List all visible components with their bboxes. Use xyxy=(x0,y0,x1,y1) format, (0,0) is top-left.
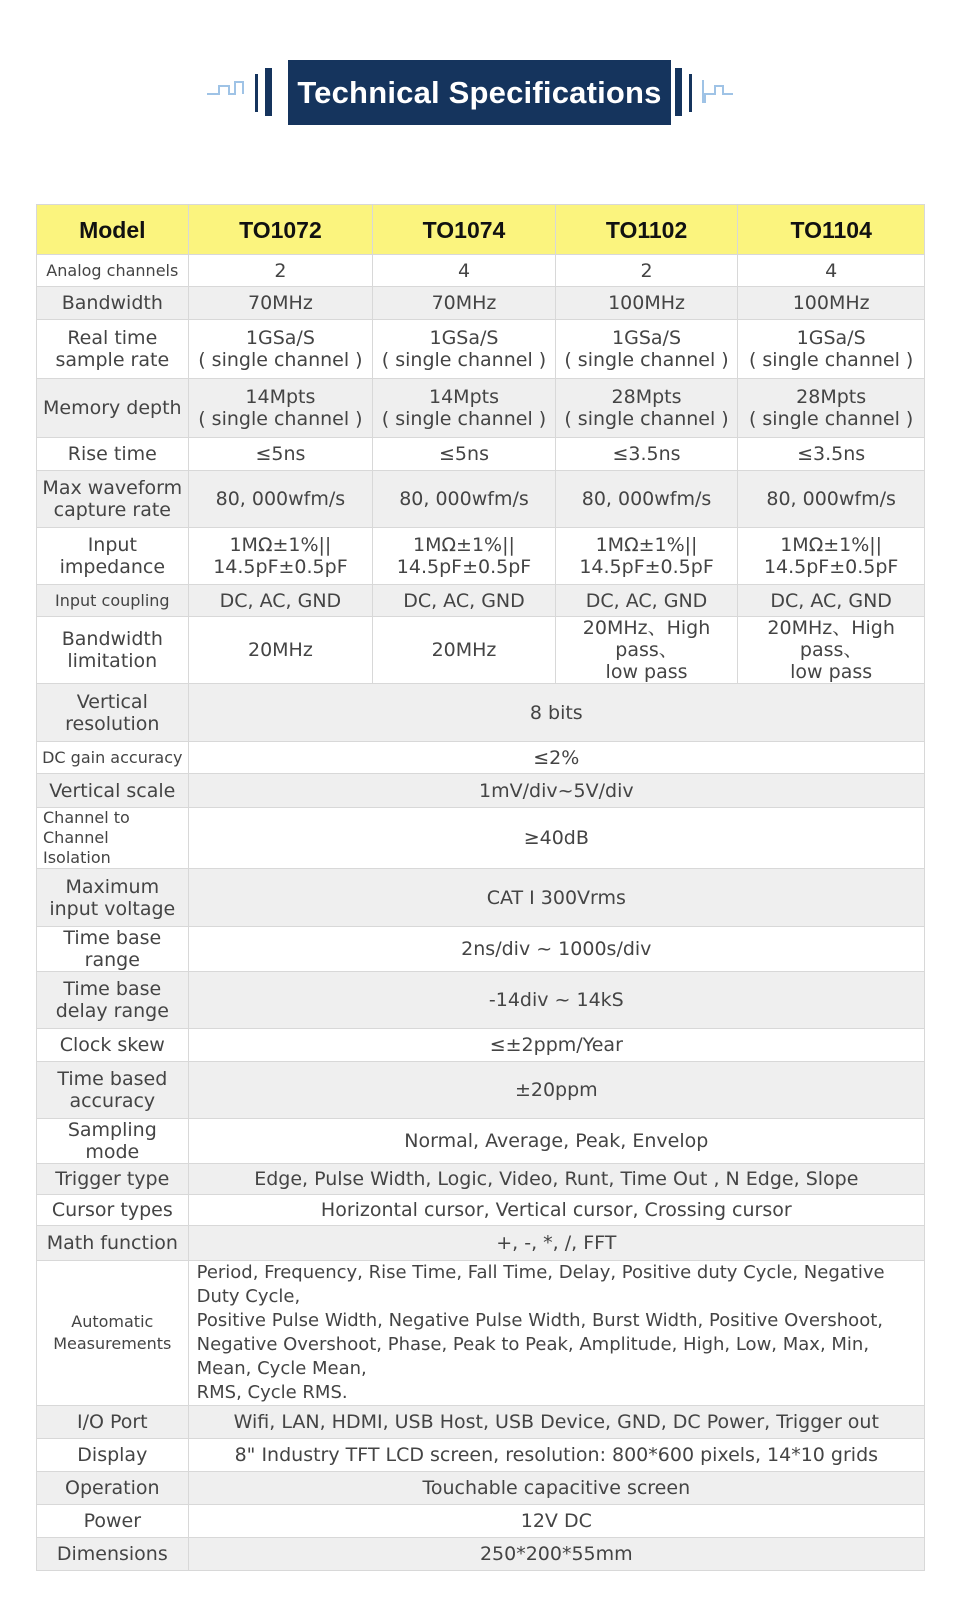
row-label: Clock skew xyxy=(37,1029,189,1062)
table-cell: ≤2% xyxy=(188,742,924,774)
table-row xyxy=(37,774,925,808)
table-cell: 14Mpts ( single channel ) xyxy=(188,379,373,438)
table-cell: Touchable capacitive screen xyxy=(188,1472,924,1505)
table-row xyxy=(37,617,925,684)
table-header-row xyxy=(37,205,925,255)
table-row xyxy=(37,927,925,972)
table-row xyxy=(37,972,925,1029)
row-label: Time base delay range xyxy=(37,972,189,1029)
table-cell: 2 xyxy=(188,255,373,287)
table-cell: 14Mpts ( single channel ) xyxy=(373,379,556,438)
row-label: Display xyxy=(37,1439,189,1472)
table-cell: 20MHz、High pass、 low pass xyxy=(738,617,925,684)
table-cell: Period, Frequency, Rise Time, Fall Time, Delay, Positive duty Cycle, Negative Duty Cycle, Positive Pulse Width, Negative Pulse Width, Burst Width, Positive Overshoot, Negative Overshoot, Phase, Peak to Peak, Amplitude, High, Low, Max, Min, Mean, Cycle Mean, RMS, Cycle RMS. xyxy=(188,1261,924,1406)
table-cell: 1MΩ±1%|| 14.5pF±0.5pF xyxy=(373,528,556,585)
table-cell: 12V DC xyxy=(188,1505,924,1538)
table-row xyxy=(37,1062,925,1119)
table-row xyxy=(37,1226,925,1261)
table-cell: DC, AC, GND xyxy=(738,585,925,617)
row-label: Automatic Measurements xyxy=(37,1261,189,1406)
table-row xyxy=(37,1195,925,1226)
table-row xyxy=(37,1164,925,1195)
table-row xyxy=(37,1406,925,1439)
row-label: Vertical resolution xyxy=(37,684,189,742)
column-header: TO1074 xyxy=(373,205,556,255)
table-row xyxy=(37,528,925,585)
table-cell: Horizontal cursor, Vertical cursor, Crossing cursor xyxy=(188,1195,924,1226)
table-cell: ≤3.5ns xyxy=(555,438,738,471)
table-cell: 28Mpts ( single channel ) xyxy=(738,379,925,438)
table-cell: ≤5ns xyxy=(188,438,373,471)
table-cell: Edge, Pulse Width, Logic, Video, Runt, Time Out , N Edge, Slope xyxy=(188,1164,924,1195)
row-label: Bandwidth xyxy=(37,287,189,320)
table-row xyxy=(37,255,925,287)
table-cell: Normal, Average, Peak, Envelop xyxy=(188,1119,924,1164)
row-label: I/O Port xyxy=(37,1406,189,1439)
table-cell: 8 bits xyxy=(188,684,924,742)
table-row xyxy=(37,684,925,742)
table-cell: CAT I 300Vrms xyxy=(188,869,924,927)
table-row xyxy=(37,1261,925,1406)
table-cell: Wifi, LAN, HDMI, USB Host, USB Device, GND, DC Power, Trigger out xyxy=(188,1406,924,1439)
table-cell: DC, AC, GND xyxy=(373,585,556,617)
table-cell: DC, AC, GND xyxy=(188,585,373,617)
row-label: Channel to Channel Isolation xyxy=(37,808,189,869)
table-row xyxy=(37,287,925,320)
table-cell: 100MHz xyxy=(555,287,738,320)
row-label: Input coupling xyxy=(37,585,189,617)
row-label: Dimensions xyxy=(37,1538,189,1571)
row-label: Sampling mode xyxy=(37,1119,189,1164)
table-cell: 100MHz xyxy=(738,287,925,320)
table-cell: 80, 000wfm/s xyxy=(738,471,925,528)
table-row xyxy=(37,1119,925,1164)
table-cell: 1GSa/S ( single channel ) xyxy=(555,320,738,379)
table-row xyxy=(37,742,925,774)
table-cell: 80, 000wfm/s xyxy=(188,471,373,528)
row-label: Cursor types xyxy=(37,1195,189,1226)
row-label: Input impedance xyxy=(37,528,189,585)
right-decoration-icon xyxy=(675,66,795,118)
page-header xyxy=(0,0,960,150)
row-label: Bandwidth limitation xyxy=(37,617,189,684)
column-header: Model xyxy=(37,205,189,255)
table-cell: ±20ppm xyxy=(188,1062,924,1119)
row-label: DC gain accuracy xyxy=(37,742,189,774)
table-cell: 80, 000wfm/s xyxy=(373,471,556,528)
table-row xyxy=(37,438,925,471)
row-label: Maximum input voltage xyxy=(37,869,189,927)
table-cell: 1mV/div~5V/div xyxy=(188,774,924,808)
table-row xyxy=(37,1439,925,1472)
table-row xyxy=(37,1505,925,1538)
table-cell: 250*200*55mm xyxy=(188,1538,924,1571)
table-row xyxy=(37,1029,925,1062)
row-label: Time base range xyxy=(37,927,189,972)
table-row xyxy=(37,869,925,927)
table-row xyxy=(37,1538,925,1571)
table-row xyxy=(37,585,925,617)
table-cell: -14div ~ 14kS xyxy=(188,972,924,1029)
page-title: Technical Specifications xyxy=(288,60,671,125)
table-row xyxy=(37,471,925,528)
table-cell: 4 xyxy=(373,255,556,287)
table-cell: DC, AC, GND xyxy=(555,585,738,617)
table-cell: 1MΩ±1%|| 14.5pF±0.5pF xyxy=(188,528,373,585)
table-cell: 70MHz xyxy=(188,287,373,320)
row-label: Operation xyxy=(37,1472,189,1505)
table-cell: 1MΩ±1%|| 14.5pF±0.5pF xyxy=(555,528,738,585)
table-cell: 20MHz xyxy=(373,617,556,684)
table-cell: 2ns/div ~ 1000s/div xyxy=(188,927,924,972)
column-header: TO1102 xyxy=(555,205,738,255)
table-cell: 20MHz、High pass、 low pass xyxy=(555,617,738,684)
table-cell: 8" Industry TFT LCD screen, resolution: 800*600 pixels, 14*10 grids xyxy=(188,1439,924,1472)
table-cell: ≤3.5ns xyxy=(738,438,925,471)
table-cell: 1GSa/S ( single channel ) xyxy=(188,320,373,379)
table-row xyxy=(37,379,925,438)
row-label: Time based accuracy xyxy=(37,1062,189,1119)
row-label: Vertical scale xyxy=(37,774,189,808)
table-cell: 70MHz xyxy=(373,287,556,320)
table-cell: ≥40dB xyxy=(188,808,924,869)
table-cell: 28Mpts ( single channel ) xyxy=(555,379,738,438)
table-cell: ≤±2ppm/Year xyxy=(188,1029,924,1062)
row-label: Analog channels xyxy=(37,255,189,287)
row-label: Power xyxy=(37,1505,189,1538)
row-label: Math function xyxy=(37,1226,189,1261)
table-row xyxy=(37,808,925,869)
row-label: Real time sample rate xyxy=(37,320,189,379)
table-cell: 20MHz xyxy=(188,617,373,684)
table-cell: 1GSa/S ( single channel ) xyxy=(738,320,925,379)
column-header: TO1072 xyxy=(188,205,373,255)
table-cell: 4 xyxy=(738,255,925,287)
table-cell: ≤5ns xyxy=(373,438,556,471)
table-cell: +, -, *, /, FFT xyxy=(188,1226,924,1261)
table-cell: 80, 000wfm/s xyxy=(555,471,738,528)
row-label: Trigger type xyxy=(37,1164,189,1195)
column-header: TO1104 xyxy=(738,205,925,255)
row-label: Max waveform capture rate xyxy=(37,471,189,528)
table-cell: 1GSa/S ( single channel ) xyxy=(373,320,556,379)
row-label: Memory depth xyxy=(37,379,189,438)
table-row xyxy=(37,1472,925,1505)
specifications-table xyxy=(36,204,925,1571)
table-cell: 1MΩ±1%|| 14.5pF±0.5pF xyxy=(738,528,925,585)
table-cell: 2 xyxy=(555,255,738,287)
row-label: Rise time xyxy=(37,438,189,471)
table-row xyxy=(37,320,925,379)
